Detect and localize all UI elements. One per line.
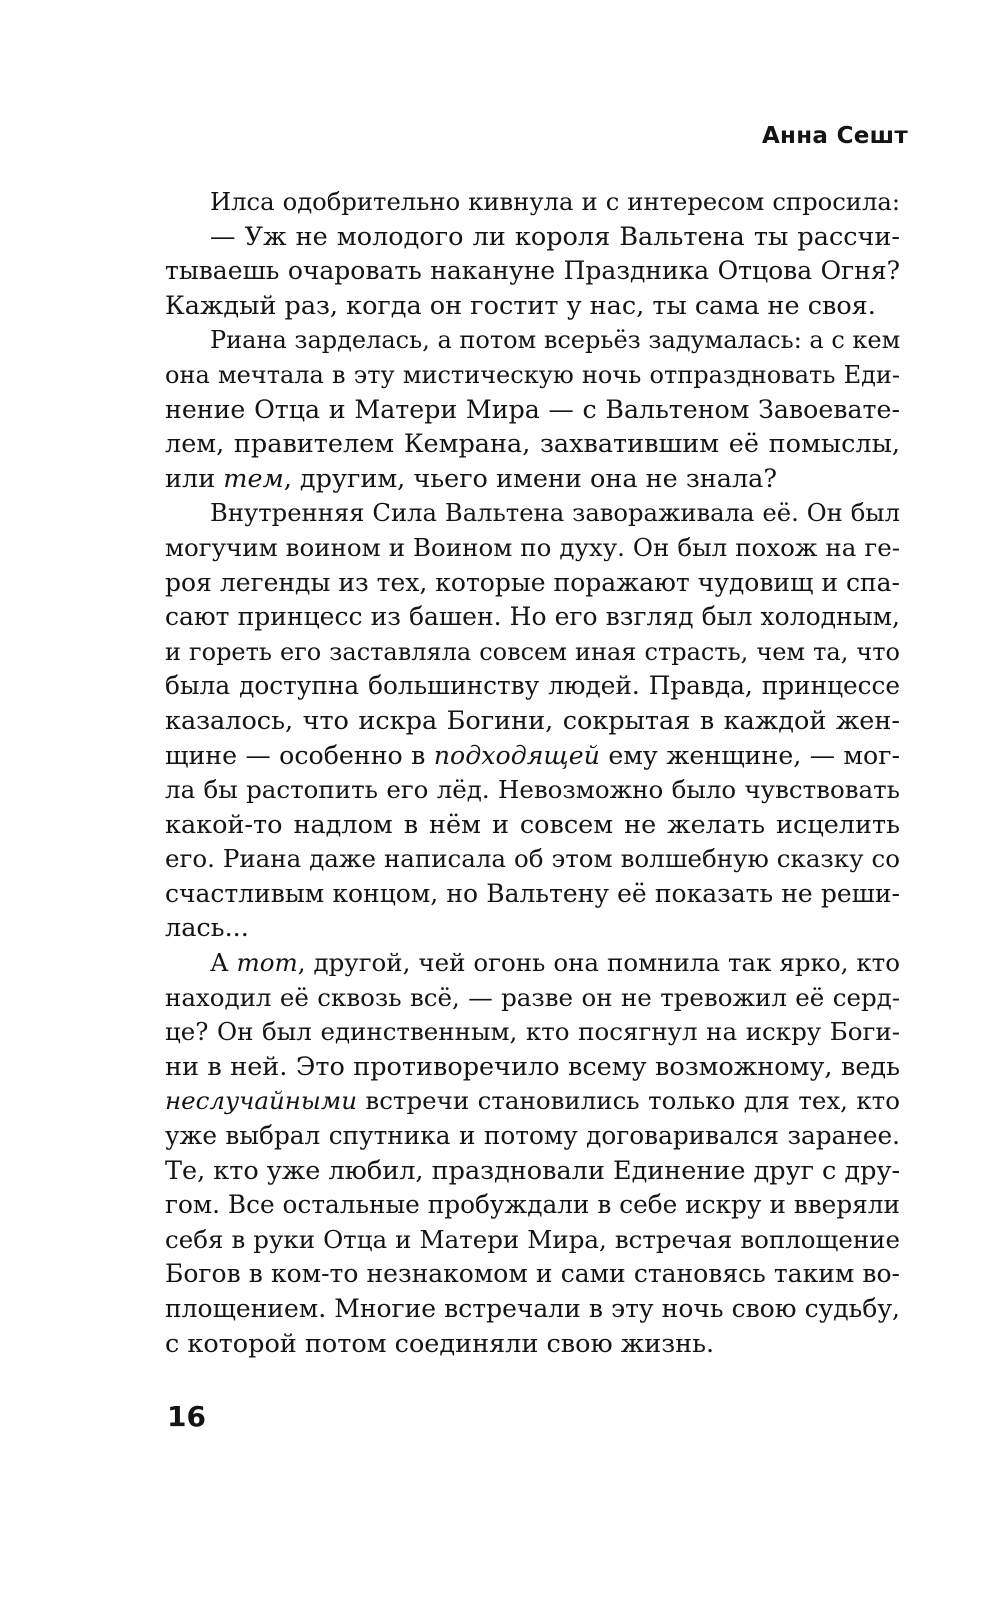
text-line: гом. Все остальные пробуждали в себе искру и вверяли <box>165 1190 900 1220</box>
text-segment: встречи становились только для тех, кто <box>356 1086 900 1116</box>
text-line: могучим воином и Воином по духу. Он был похож на ге- <box>165 532 900 562</box>
text-line: роя легенды из тех, которые поражают чудовищ и спа- <box>165 567 900 597</box>
italic-emphasis: неслучайными <box>165 1086 357 1116</box>
text-line: це? Он был единственным, кто посягнул на искру Боги- <box>165 1017 900 1047</box>
text-line <box>165 1084 900 1119</box>
text-line: она мечтала в эту мистическую ночь отпраздновать Еди- <box>165 360 900 389</box>
text-line: Каждый раз, когда он гостит у нас, ты сама не своя. <box>165 290 876 321</box>
text-line: находил её сквозь всё, — разве он не тревожил её серд- <box>165 982 900 1012</box>
text-line <box>165 739 900 774</box>
text-line: Те, кто уже любил, праздновали Единение друг с дру- <box>165 1155 901 1186</box>
body-text <box>165 185 900 1361</box>
text-line: какой-то надлом в нём и совсем не желать исцелить <box>165 809 900 840</box>
text-line: была доступна большинству людей. Правда, принцессе <box>165 671 900 701</box>
text-line: площением. Многие встречали в эту ночь свою судьбу, <box>165 1294 900 1323</box>
text-segment: щине — особенно в <box>165 740 434 770</box>
text-line: сают принцесс из башен. Но его взгляд был холодным, <box>165 602 900 632</box>
text-line: уже выбрал спутника и потому договаривался заранее. <box>165 1121 900 1151</box>
italic-emphasis: тот <box>236 948 298 978</box>
italic-emphasis: тем <box>223 463 284 494</box>
text-line: ни в ней. Это противоречило всему возможному, ведь <box>165 1051 900 1082</box>
italic-emphasis: подходящей <box>433 740 600 770</box>
text-segment: , другой, чей огонь она помнила так ярко, кто <box>297 948 900 978</box>
text-line: Риана зарделась, а потом всерьёз задумалась: а с кем <box>210 326 901 355</box>
text-segment: А <box>210 948 237 978</box>
text-line: лась... <box>165 913 249 944</box>
text-line: себя в руки Отца и Матери Мира, встречая воплощение <box>165 1224 900 1254</box>
text-line: и гореть его заставляла совсем иная страсть, чем та, что <box>165 637 900 666</box>
text-line: — Уж не молодого ли короля Вальтена ты рассчи- <box>210 221 900 252</box>
text-line: с которой потом соединяли свою жизнь. <box>165 1328 715 1359</box>
text-line: нение Отца и Матери Мира — с Вальтеном Завоевате- <box>165 394 900 424</box>
text-line: казалось, что искра Богини, сокрытая в каждой жен- <box>165 705 900 736</box>
text-segment: , другим, чьего имени она не знала? <box>283 463 778 494</box>
text-line: ла бы растопить его лёд. Невозможно было чувствовать <box>165 775 900 805</box>
running-header-author: Анна Сешт <box>761 123 908 149</box>
text-line: счастливым концом, но Вальтену её показать не реши- <box>165 878 900 908</box>
text-line: тываешь очаровать накануне Праздника Отцова Огня? <box>165 256 900 286</box>
text-segment: или <box>165 463 224 494</box>
text-line: Внутренняя Сила Вальтена завораживала её. Он был <box>210 498 900 528</box>
text-line: Илса одобрительно кивнула и с интересом спросила: <box>210 187 900 216</box>
text-line: лем, правителем Кемрана, захватившим её помыслы, <box>165 429 900 460</box>
text-line <box>165 462 900 497</box>
text-line: Богов в ком-то незнакомом и сами становясь таким во- <box>165 1259 900 1289</box>
text-line: его. Риана даже написала об этом волшебную сказку со <box>165 844 900 874</box>
page-number: 16 <box>167 1400 206 1433</box>
text-segment: ему женщине, — мог- <box>599 740 901 770</box>
text-line <box>165 946 900 981</box>
